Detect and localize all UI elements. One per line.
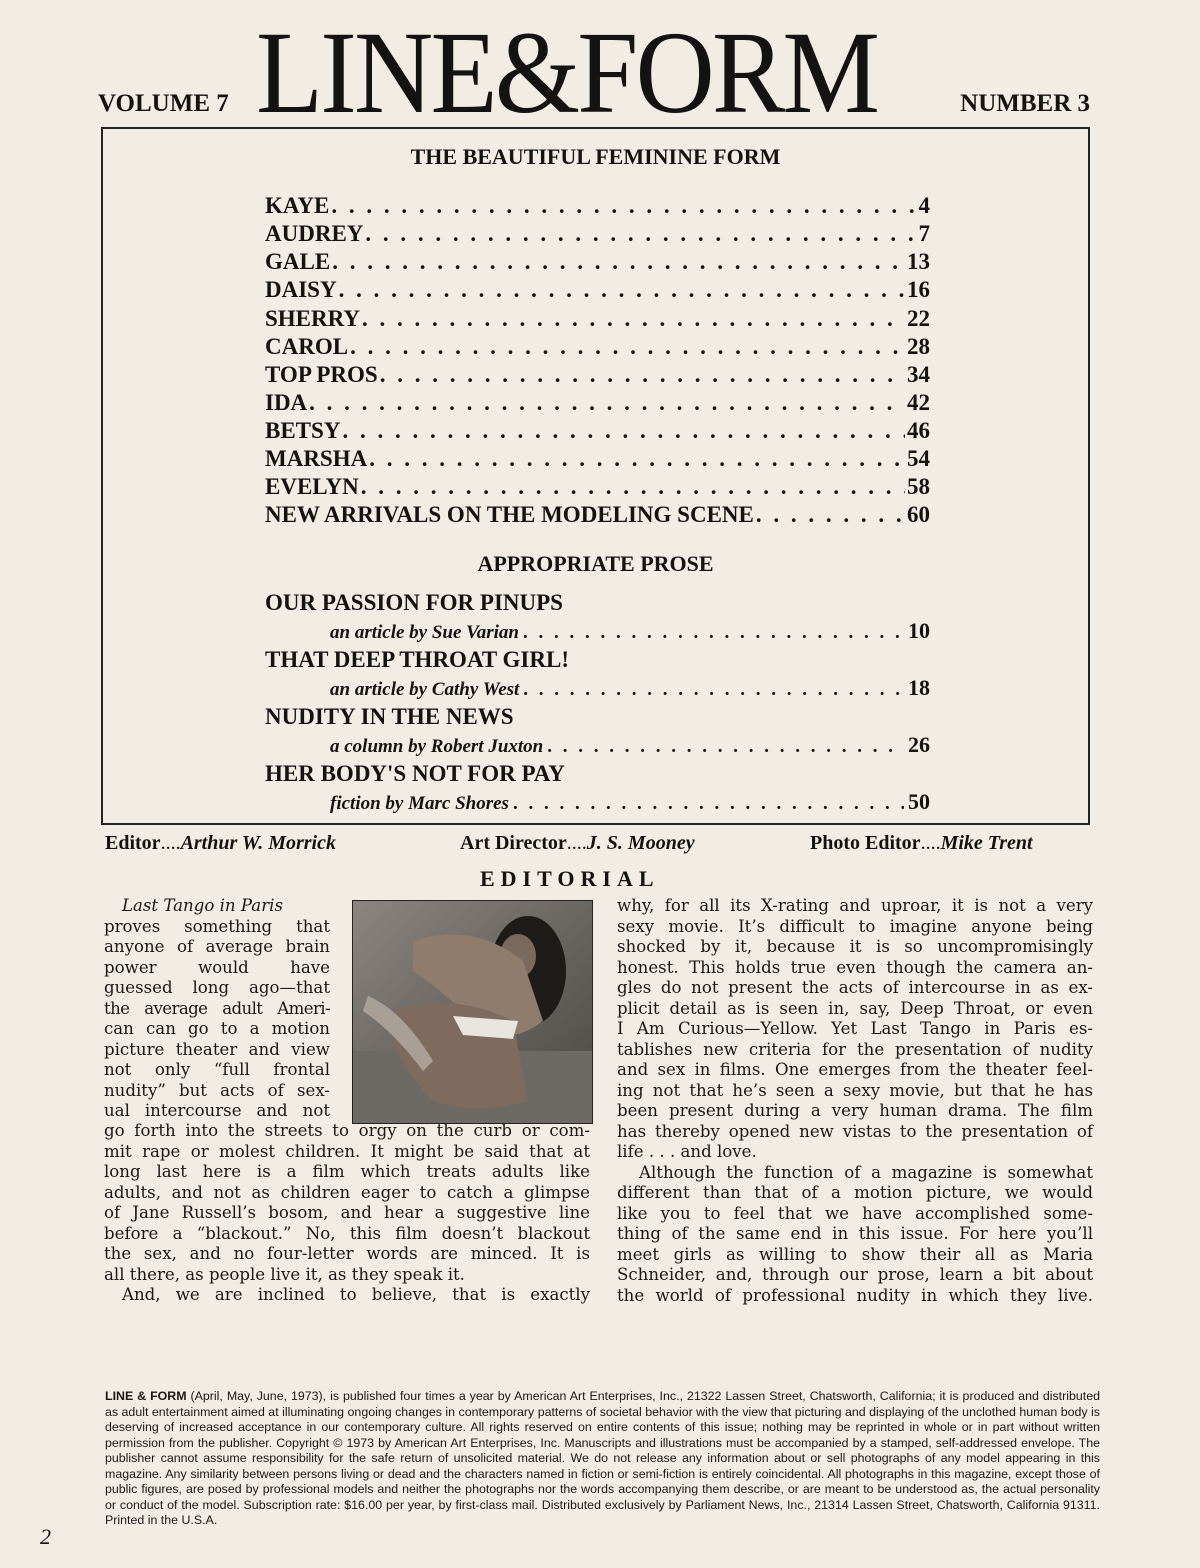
editorial-line: shocked by it, because it is so uncompromisingly xyxy=(617,937,1093,956)
editorial-line: I Am Curious—Yellow. Yet Last Tango in Paris es- xyxy=(617,1019,1093,1038)
editorial-line: ual intercourse and not xyxy=(104,1101,330,1120)
editorial-line: tablishes new criteria for the presentation of nudity xyxy=(617,1039,1093,1059)
editorial-line: anyone of average brain xyxy=(104,937,330,956)
editorial-column-left-wide xyxy=(104,1121,590,1306)
toc-entry-page: 34 xyxy=(907,362,930,387)
toc-article-title[interactable]: OUR PASSION FOR PINUPS xyxy=(265,590,563,615)
masthead xyxy=(0,7,1200,138)
editorial-line: before a “blackout.” No, this film doesn’t blackout xyxy=(104,1223,590,1243)
toc-entry-page: 60 xyxy=(907,502,930,527)
editorial-line: gles do not present the acts of intercourse in as ex- xyxy=(617,978,1093,997)
toc-article-title[interactable]: THAT DEEP THROAT GIRL! xyxy=(265,647,569,672)
page-number: 2 xyxy=(40,1524,51,1549)
editorial-line: guessed long ago—that xyxy=(104,978,330,997)
toc-entry-name: AUDREY xyxy=(265,221,364,246)
editorial-line: the world of professional nudity in which they live. xyxy=(617,1285,1093,1305)
toc-entry-page: 58 xyxy=(907,474,930,499)
editorial-line: long last here is a film which treats adults like xyxy=(104,1162,590,1181)
toc-entry-page: 7 xyxy=(918,221,930,246)
editorial-line: mit rape or molest children. It might be said that at xyxy=(104,1141,590,1161)
editorial-photo xyxy=(352,900,593,1124)
editorial-line: Last Tango in Paris xyxy=(122,896,283,915)
editorial-line: meet girls as willing to show their all as Maria xyxy=(617,1244,1093,1264)
toc-section-title-prose: APPROPRIATE PROSE xyxy=(477,551,714,576)
toc-section-title-features: THE BEAUTIFUL FEMININE FORM xyxy=(410,144,781,169)
toc-entry-page: 46 xyxy=(907,418,930,443)
toc-entry[interactable] xyxy=(265,390,930,418)
toc-article-byline[interactable]: a column by Robert Juxton . . . 26 xyxy=(330,732,930,758)
staff-editor: Editor....Arthur W. Morrick xyxy=(105,832,336,854)
issue-number-label: NUMBER 3 xyxy=(960,90,1090,117)
toc-entry-name: SHERRY xyxy=(265,306,361,331)
toc-entry-name: DAISY xyxy=(265,277,337,302)
toc-entry[interactable] xyxy=(265,277,930,305)
editorial-line: Although the function of a magazine is somewhat xyxy=(639,1162,1093,1182)
toc-article-page: 50 xyxy=(908,789,930,814)
editorial-line: can can go to a motion xyxy=(104,1019,330,1038)
toc-entry[interactable] xyxy=(265,306,930,334)
editorial-line: like you to feel that we have accomplished some- xyxy=(617,1203,1093,1223)
toc-entry-name: MARSHA xyxy=(265,446,368,471)
editorial-line: not only “full frontal xyxy=(104,1060,330,1079)
editorial-column-left-narrow xyxy=(104,896,330,1122)
editorial-column-right xyxy=(617,896,1093,1306)
editorial-line: Schneider, and, through our prose, learn a bit about xyxy=(617,1265,1093,1284)
editorial-line: adults, and not as children eager to catch a glimpse xyxy=(104,1182,590,1202)
toc-entry-name: NEW ARRIVALS ON THE MODELING SCENE xyxy=(265,502,754,527)
toc-article-title[interactable]: HER BODY'S NOT FOR PAY xyxy=(265,761,565,786)
editorial-line: honest. This holds true even though the camera an- xyxy=(617,957,1093,977)
editorial-line: power would have xyxy=(104,957,330,977)
toc-entry[interactable] xyxy=(265,502,930,530)
publication-notice-title: LINE & FORM xyxy=(105,1389,187,1403)
toc-entry-name: IDA xyxy=(265,390,308,415)
editorial-line: has thereby opened new vistas to the presentation of xyxy=(617,1121,1093,1141)
toc-article-page: 26 xyxy=(908,732,930,757)
editorial-line: the sex, and no four-letter words are minced. It is xyxy=(104,1244,590,1263)
toc-entry-name: TOP PROS xyxy=(265,362,378,387)
toc-article-title[interactable]: NUDITY IN THE NEWS xyxy=(265,704,514,729)
editorial-heading: EDITORIAL xyxy=(480,866,660,891)
editorial-line: sexy movie. It’s difficult to imagine anyone being xyxy=(617,916,1093,936)
editorial-line: picture theater and view xyxy=(104,1039,330,1059)
toc-article-byline[interactable]: an article by Cathy West . . . 18 xyxy=(330,675,930,701)
editorial-line: been present during a very human drama. The film xyxy=(617,1101,1093,1120)
toc-entry-name: KAYE xyxy=(265,193,330,218)
editorial-line: plicit detail as is seen in, say, Deep Throat, or even xyxy=(617,998,1093,1018)
editorial-line: thing of the same end in this issue. For here you’ll xyxy=(617,1224,1093,1243)
toc-article-page: 10 xyxy=(908,618,930,643)
toc-entry[interactable] xyxy=(265,193,930,221)
toc-entry-page: 22 xyxy=(907,306,930,331)
editorial-line: go forth into the streets to orgy on the curb or com- xyxy=(104,1121,590,1140)
toc-entry-name: BETSY xyxy=(265,418,341,443)
toc-entry-name: CAROL xyxy=(265,334,349,359)
staff-photo-editor: Photo Editor....Mike Trent xyxy=(810,832,1033,854)
toc-entry[interactable] xyxy=(265,418,930,446)
toc-article-byline[interactable]: fiction by Marc Shores . . . 50 xyxy=(330,789,930,815)
toc-entry[interactable] xyxy=(265,446,930,474)
toc-entry-page: 4 xyxy=(918,193,930,218)
toc-entry-page: 16 xyxy=(907,277,930,302)
toc-entry[interactable] xyxy=(265,221,930,249)
volume-label: VOLUME 7 xyxy=(98,90,229,117)
editorial-line: And, we are inclined to believe, that is exactly xyxy=(122,1285,590,1304)
editorial-line: life . . . and love. xyxy=(617,1142,757,1161)
table-of-contents xyxy=(101,127,1090,825)
editorial-line: and sex in films. One emerges from the theater feel- xyxy=(617,1060,1093,1079)
toc-entry-page: 28 xyxy=(907,334,930,359)
editorial-line: of Jane Russell’s bosom, and hear a suggestive line xyxy=(104,1203,590,1222)
toc-entry-name: EVELYN xyxy=(265,474,359,499)
publication-notice-text: (April, May, June, 1973), is published four times a year by American Art Enterprises, Inc., 21322 Lassen Street, Chatsworth, California; it is produced and distributed as adult entertainment aimed at illuminating ongoing changes in contemporary patterns of societal behavior with the view that picturing and displaying of the unclothed human body is deserving of increased acceptance in our contemporary culture. All rights reserved on entire contents of this issue; nothing may be reprinted in whole or in part without written permission from the publisher. Copyright © 1973 by American Art Enterprises, Inc. Manuscripts and illustrations must be accompanied by a stamped, self-addressed envelope. The publisher cannot assume responsibility for the safe return of unsolicited material. We do not release any information about or sell photographs of any model appearing in this magazine. Any similarity between persons living or dead and the characters named in fiction or semi-fiction is entirely coincidental. All photographs in this magazine, except those of public figures, are posed by professional models and neither the photographs nor the words accompanying them describe, or are meant to be understood as, the actual personality or conduct of the model. Subscription rate: $16.00 per year, by first-class mail. Distributed exclusively by Parliament News, Inc., 21314 Lassen Street, Chatsworth, California 91311. Printed in the U.S.A. xyxy=(105,1389,1100,1527)
magazine-logo: LINE&FORM xyxy=(256,7,878,138)
toc-entry-page: 54 xyxy=(907,446,930,471)
toc-article-page: 18 xyxy=(908,675,930,700)
toc-entry-page: 13 xyxy=(907,249,930,274)
toc-entry[interactable] xyxy=(265,474,930,502)
toc-article-byline[interactable]: an article by Sue Varian . . . 10 xyxy=(330,618,930,644)
editorial-line: ing not that he’s seen a sexy movie, but that he has xyxy=(617,1080,1093,1100)
toc-entry[interactable] xyxy=(265,249,930,277)
editorial-line: all there, as people live it, as they speak it. xyxy=(104,1264,465,1284)
toc-entry[interactable] xyxy=(265,362,930,390)
staff-art-director: Art Director....J. S. Mooney xyxy=(460,832,695,854)
toc-entry-name: GALE xyxy=(265,249,331,274)
editorial-line: the average adult Ameri- xyxy=(104,998,330,1018)
editorial-line: why, for all its X-rating and uproar, it is not a very xyxy=(617,896,1093,915)
toc-entry[interactable] xyxy=(265,334,930,362)
model-photo-illustration xyxy=(353,901,592,1123)
toc-entry-page: 42 xyxy=(907,390,930,415)
editorial-line: proves something that xyxy=(104,916,330,936)
editorial-line: nudity” but acts of sex- xyxy=(104,1080,330,1100)
publication-notice xyxy=(105,1389,1100,1529)
editorial-line: different than that of a motion picture, we would xyxy=(617,1183,1093,1202)
